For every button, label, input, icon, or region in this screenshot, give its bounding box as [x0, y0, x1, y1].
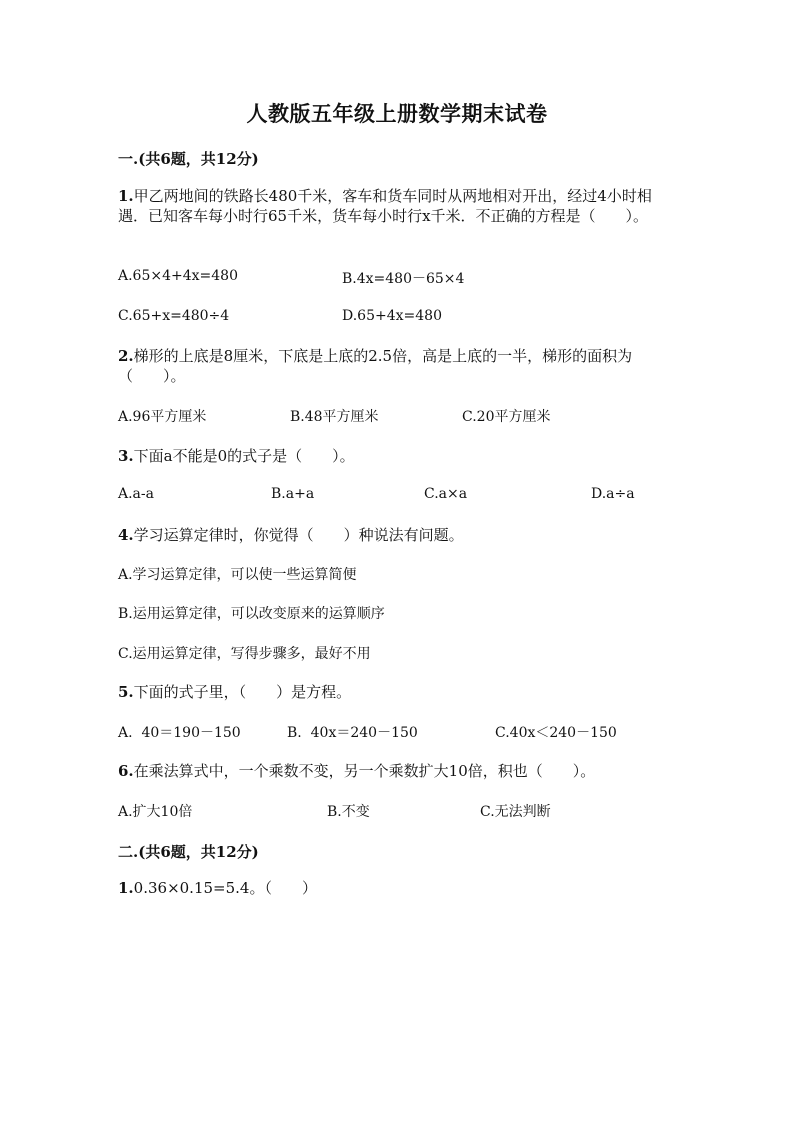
question-5-option-b: B. 40x＝240－150	[287, 725, 418, 741]
question-6-option-b: B.不变	[327, 804, 370, 820]
section-heading-2: 二.(共6题，共12分)	[118, 843, 259, 861]
page-title: 人教版五年级上册数学期末试卷	[246, 101, 548, 126]
question-number: 3.	[118, 447, 134, 465]
question-6-option-a: A.扩大10倍	[118, 804, 193, 820]
question-2-option-c: C.20平方厘米	[462, 409, 551, 425]
question-number: 6.	[118, 762, 134, 780]
question-5-option-a: A. 40＝190－150	[118, 725, 241, 741]
question-5	[118, 682, 678, 702]
question-4-option-a: A.学习运算定律，可以使一些运算简便	[118, 567, 357, 583]
question-text: 学习运算定律时，你觉得（ ）种说法有问题。	[133, 526, 464, 544]
question-text: 0.36×0.15=5.4。（ ）	[133, 879, 317, 897]
question-text: 在乘法算式中，一个乘数不变，另一个乘数扩大10倍，积也（ ）。	[133, 762, 596, 780]
question-5-option-c: C.40x＜240－150	[495, 725, 617, 741]
question-number: 1.	[118, 187, 134, 205]
question-3-option-d: D.a÷a	[591, 486, 635, 502]
question-1-option-a: A.65×4+4x=480	[118, 268, 238, 284]
question-1-option-d: D.65+4x=480	[342, 308, 442, 324]
question-2-option-b: B.48平方厘米	[290, 409, 379, 425]
question-text: 甲乙两地间的铁路长480千米，客车和货车同时从两地相对开出，经过4小时相遇．已知客车每小时行65千米，货车每小时行x千米．不正确的方程是（ ）。	[118, 187, 652, 225]
question-6-option-c: C.无法判断	[480, 804, 551, 820]
question-2	[118, 346, 678, 386]
question-1-option-b: B.4x=480－65×4	[342, 271, 465, 287]
question-text: 梯形的上底是8厘米，下底是上底的2.5倍，高是上底的一半，梯形的面积为（ ）。	[118, 347, 633, 385]
question-3-option-b: B.a+a	[271, 486, 315, 502]
question-4	[118, 525, 678, 545]
question-text: 下面的式子里，（ ）是方程。	[133, 683, 352, 701]
question-1-option-c: C.65+x=480÷4	[118, 308, 230, 324]
question-number: 1.	[118, 879, 134, 897]
question-3-option-a: A.a-a	[118, 486, 154, 502]
question-3-option-c: C.a×a	[424, 486, 468, 502]
question-4-option-b: B.运用运算定律，可以改变原来的运算顺序	[118, 606, 385, 622]
question-text: 下面a不能是0的式子是（ ）。	[133, 447, 355, 465]
question-2-option-a: A.96平方厘米	[118, 409, 207, 425]
question-number: 4.	[118, 526, 134, 544]
question-4-option-c: C.运用运算定律，写得步骤多，最好不用	[118, 646, 371, 662]
question-number: 2.	[118, 347, 134, 365]
question-3	[118, 446, 678, 466]
section-heading-1: 一.(共6题，共12分)	[118, 150, 259, 168]
question-6	[118, 761, 678, 781]
question-number: 5.	[118, 683, 134, 701]
part2-question-1	[118, 878, 678, 898]
question-1	[118, 186, 678, 226]
